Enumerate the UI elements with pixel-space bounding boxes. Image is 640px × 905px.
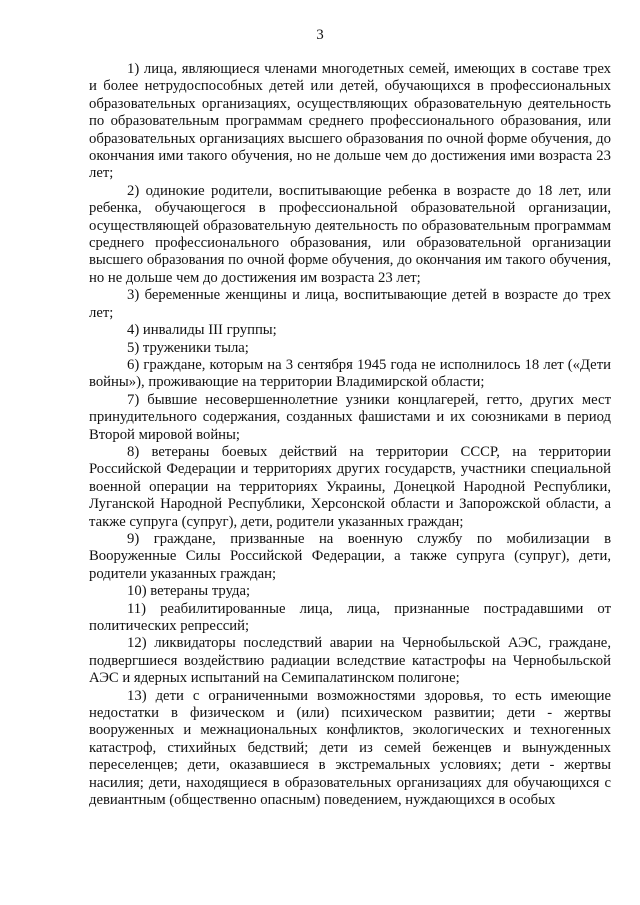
list-item-5: 5) труженики тыла; — [127, 339, 249, 356]
list-item-2: 2) одинокие родители, воспитывающие ребенка в возрасте до 18 лет, или ребенка, обучающегося в профессиональной образовательной организации, осуществляющей образовательную деятельность по образовательным программам среднего профессионального образования, или образовательной организации высшего образования по очной форме обучения, до окончания им такого обучения, но не дольше чем до достижения им возраста 23 лет; — [89, 182, 611, 286]
list-item-8: 8) ветераны боевых действий на территории СССР, на территории Российской Федерации и территориях других государств, участники специальной военной операции на территориях Украины, Донецкой Народной Республики, Луганской Народной Республики, Херсонской области и Запорожской области, а также супруга (супруг), дети, родители указанных граждан; — [89, 443, 611, 530]
list-item-13: 13) дети с ограниченными возможностями здоровья, то есть имеющие недостатки в физическом и (или) психическом развитии; дети - жертвы вооруженных и межнациональных конфликтов, экологических и техногенных катастроф, стихийных бедствий; дети из семей беженцев и вынужденных переселенцев; дети, оказавшиеся в экстремальных условиях; дети - жертвы насилия; дети, находящиеся в образовательных организациях для обучающихся с девиантным (общественно опасным) поведением, нуждающихся в особых — [89, 687, 611, 809]
list-item-1: 1) лица, являющиеся членами многодетных семей, имеющих в составе трех и более нетрудоспособных детей или детей, обучающихся в профессиональных образовательных организациях, осуществляющих образовательную деятельность по образовательным программам среднего профессионального образования, или образовательных организациях высшего образования по очной форме обучения, до окончания ими такого обучения, но не дольше чем до достижения ими возраста 23 лет; — [89, 61, 611, 182]
list-item-7: 7) бывшие несовершеннолетние узники концлагерей, гетто, других мест принудительного содержания, созданных фашистами и их союзниками в период Второй мировой войны; — [89, 391, 611, 443]
list-item-6: 6) граждане, которым на 3 сентября 1945 года не исполнилось 18 лет («Дети войны»), проживающие на территории Владимирской области; — [89, 356, 611, 391]
list-item-10: 10) ветераны труда; — [127, 583, 251, 600]
page-number: 3 — [316, 27, 324, 43]
list-item-9: 9) граждане, призванные на военную службу по мобилизации в Вооруженные Силы Российской Федерации, а также супруга (супруг), дети, родители указанных граждан; — [89, 530, 611, 582]
list-item-3: 3) беременные женщины и лица, воспитывающие детей в возрасте до трех лет; — [89, 287, 611, 321]
list-item-12: 12) ликвидаторы последствий аварии на Чернобыльской АЭС, граждане, подвергшиеся воздействию радиации вследствие катастрофы на Чернобыльской АЭС и ядерных испытаний на Семипалатинском полигоне; — [89, 635, 611, 687]
document-body — [89, 61, 611, 809]
list-item-11: 11) реабилитированные лица, лица, признанные пострадавшими от политических репрессий; — [89, 600, 611, 634]
list-item-4: 4) инвалиды III группы; — [127, 322, 277, 339]
